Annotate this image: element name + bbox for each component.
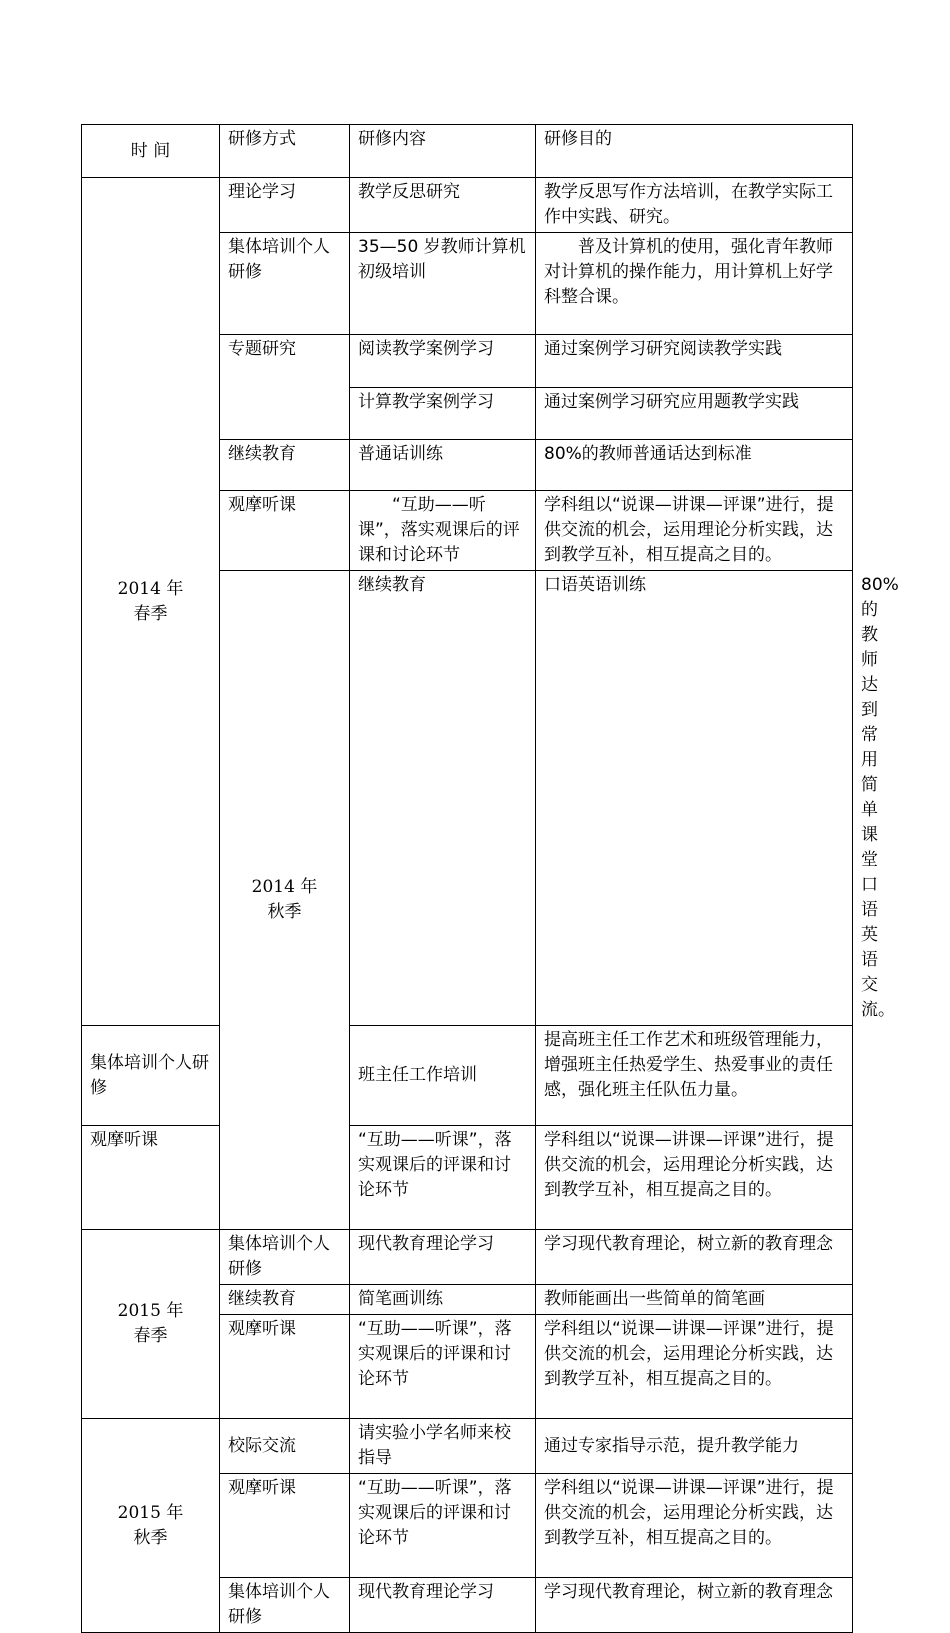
table-row [82, 1419, 853, 1474]
term-year: 2014 年 [117, 578, 184, 599]
method-cell: 专题研究 [220, 335, 350, 440]
goal-cell: 通过案例学习研究阅读教学实践 [536, 335, 853, 388]
content-cell: 请实验小学名师来校指导 [350, 1419, 536, 1474]
method-cell: 继续教育 [220, 1285, 350, 1315]
method-cell: 校际交流 [220, 1419, 350, 1474]
header-content: 研修内容 [350, 125, 536, 178]
goal-cell: 提高班主任工作艺术和班级管理能力，增强班主任热爱学生、热爱事业的责任感，强化班主任队伍力量。 [536, 1026, 853, 1126]
goal-cell: 通过案例学习研究应用题教学实践 [536, 388, 853, 440]
term-season: 春季 [133, 603, 168, 624]
goal-cell: 教学反思写作方法培训，在教学实际工作中实践、研究。 [536, 178, 853, 233]
method-cell: 观摩听课 [220, 1315, 350, 1419]
goal-cell: 学科组以“说课—讲课—评课”进行，提供交流的机会，运用理论分析实践，达到教学互补，相互提高之目的。 [536, 1315, 853, 1419]
content-cell: 现代教育理论学习 [350, 1578, 536, 1633]
content-cell: 阅读教学案例学习 [350, 335, 536, 388]
table-row [82, 1126, 853, 1230]
content-cell: 35—50 岁教师计算机初级培训 [350, 233, 536, 335]
term-season: 秋季 [267, 902, 302, 922]
goal-cell: 学习现代教育理论，树立新的教育理念 [536, 1230, 853, 1285]
training-plan-table [81, 124, 899, 1633]
content-cell: “互助——听课”，落实观课后的评课和讨论环节 [350, 491, 536, 571]
term-cell [220, 571, 350, 1230]
term-year: 2015 年 [117, 1502, 184, 1523]
term-season: 春季 [133, 1326, 168, 1346]
method-cell: 理论学习 [220, 178, 350, 233]
method-cell: 集体培训个人研修 [220, 1578, 350, 1633]
method-cell: 集体培训个人研修 [220, 233, 350, 335]
method-cell: 集体培训个人研修 [82, 1026, 220, 1126]
header-time: 时 间 [82, 125, 220, 178]
content-cell: 简笔画训练 [350, 1285, 536, 1315]
term-year: 2015 年 [117, 1301, 184, 1321]
table-row [82, 1026, 853, 1126]
content-cell: 现代教育理论学习 [350, 1230, 536, 1285]
content-cell: “互助——听课”，落实观课后的评课和讨论环节 [350, 1474, 536, 1578]
content-cell: 计算教学案例学习 [350, 388, 536, 440]
method-cell: 继续教育 [350, 571, 536, 1026]
goal-cell: 普及计算机的使用，强化青年教师对计算机的操作能力，用计算机上好学科整合课。 [536, 233, 853, 335]
table-row: 2014 年 秋季 继续教育 口语英语训练 80%的教师达到常用简单课堂口语英语交流。 [82, 571, 853, 1026]
term-cell [82, 1230, 220, 1419]
goal-cell: 学科组以“说课—讲课—评课”进行，提供交流的机会，运用理论分析实践，达到教学互补，相互提高之目的。 [536, 1474, 853, 1578]
table-row [82, 178, 853, 233]
content-cell: 口语英语训练 [536, 571, 853, 1026]
goal-cell: 教师能画出一些简单的简笔画 [536, 1285, 853, 1315]
content-cell: “互助——听课”，落实观课后的评课和讨论环节 [350, 1126, 536, 1230]
content-cell: “互助——听课”，落实观课后的评课和讨论环节 [350, 1315, 536, 1419]
goal-cell: 学科组以“说课—讲课—评课”进行，提供交流的机会，运用理论分析实践，达到教学互补，相互提高之目的。 [536, 491, 853, 571]
method-cell: 集体培训个人研修 [220, 1230, 350, 1285]
term-cell [82, 178, 220, 1026]
term-season: 秋季 [133, 1527, 168, 1548]
goal-cell: 通过专家指导示范，提升教学能力 [536, 1419, 853, 1474]
content-cell: 普通话训练 [350, 440, 536, 491]
goal-cell: 学习现代教育理论，树立新的教育理念 [536, 1578, 853, 1633]
goal-cell: 学科组以“说课—讲课—评课”进行，提供交流的机会，运用理论分析实践，达到教学互补，相互提高之目的。 [536, 1126, 853, 1230]
method-cell: 观摩听课 [82, 1126, 220, 1230]
method-cell: 继续教育 [220, 440, 350, 491]
term-cell [82, 1419, 220, 1633]
term-year: 2014 年 [251, 877, 318, 897]
table-row [82, 1230, 853, 1285]
header-goal: 研修目的 [536, 125, 853, 178]
header-row [82, 125, 853, 178]
method-cell: 观摩听课 [220, 1474, 350, 1578]
content-cell: 教学反思研究 [350, 178, 536, 233]
goal-cell: 80%的教师普通话达到标准 [536, 440, 853, 491]
content-cell: 班主任工作培训 [350, 1026, 536, 1126]
method-cell: 观摩听课 [220, 491, 350, 571]
header-method: 研修方式 [220, 125, 350, 178]
